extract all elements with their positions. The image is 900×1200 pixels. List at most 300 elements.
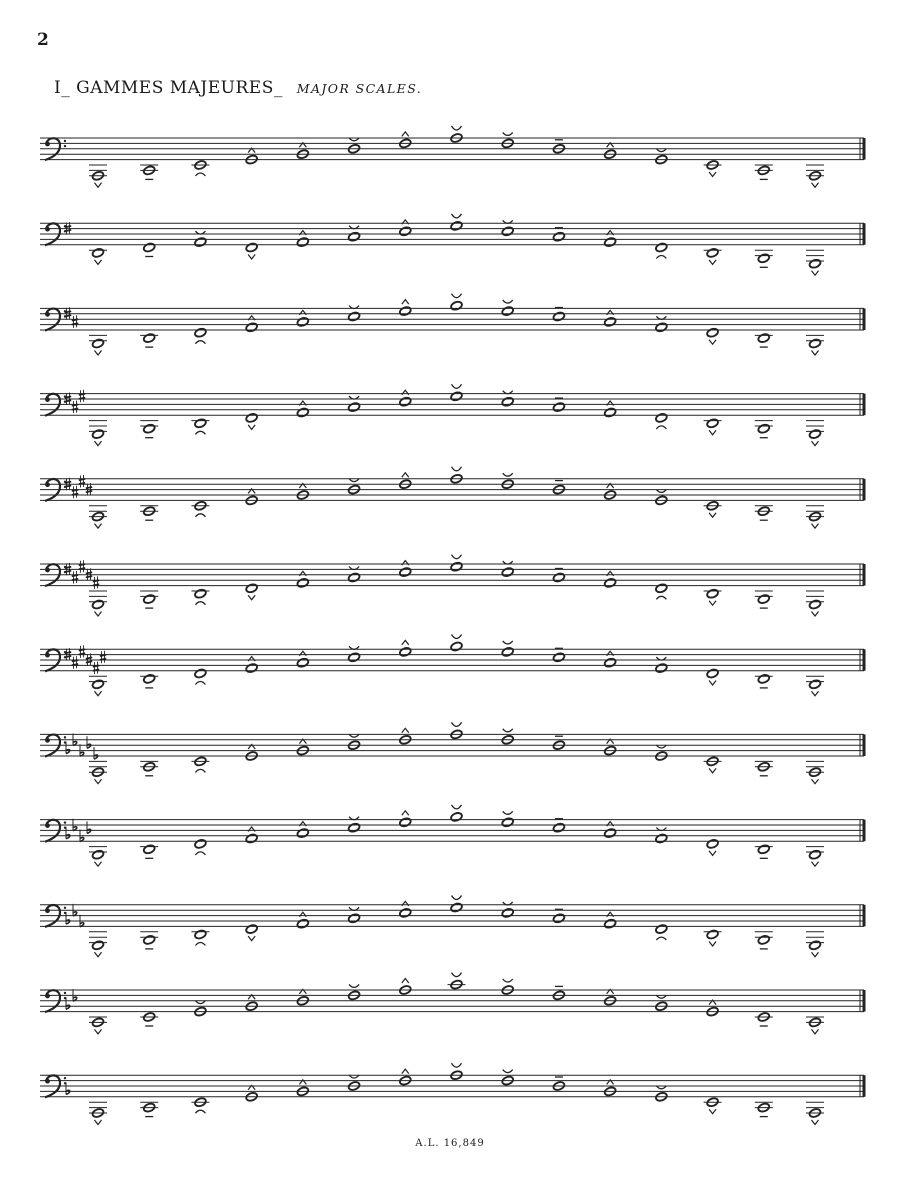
whole-note [399,979,412,996]
staff-system [40,294,864,355]
whole-note [140,761,158,775]
bow-mark [503,132,513,135]
note-head [757,844,770,855]
whole-note [806,1102,824,1124]
accent-mark [95,1029,102,1034]
whole-note [89,932,107,957]
bow-mark [503,473,513,476]
accent-mark [95,441,102,446]
whole-note [296,989,309,1006]
note-head [604,657,617,668]
accent-mark [402,979,409,984]
whole-note [806,676,824,696]
whole-note [755,591,773,608]
plate-number: A.L. 16,849 [415,1138,485,1149]
whole-note [706,1000,719,1017]
whole-note [140,932,158,949]
whole-note [552,986,565,1000]
flat-icon [66,997,70,1009]
note-head [552,402,565,413]
note-head [348,572,361,583]
note-head [194,418,207,429]
whole-note [348,734,361,750]
clef-dot [64,1077,66,1079]
accent-mark [709,430,716,435]
whole-note [89,421,107,446]
bow-mark [195,769,205,772]
note-head [552,231,565,242]
bow-mark [195,173,205,176]
clef-head [45,908,50,913]
bow-mark [195,341,205,344]
note-head [194,839,207,850]
whole-note [806,932,824,957]
whole-note [755,1012,773,1026]
whole-note [755,165,773,179]
note-head [399,396,412,407]
accent-mark [709,768,716,773]
whole-note [140,591,158,608]
sharp-icon [72,656,78,669]
note-head [552,311,565,322]
whole-note [140,506,158,520]
note-head [809,940,822,951]
bow-mark [452,467,462,471]
sharp-icon [79,560,85,573]
note-head [296,828,309,839]
whole-note [655,489,668,505]
accent-mark [95,524,102,529]
bow-mark [452,1063,462,1067]
whole-note [501,729,514,745]
note-head [706,588,719,599]
whole-note [501,132,514,148]
accent-mark [812,691,819,696]
whole-note [604,1080,617,1097]
whole-note [755,932,773,949]
note-head [604,237,617,248]
whole-note [140,1102,158,1116]
note-head [296,317,309,328]
sharp-icon [72,486,78,499]
note-head [245,833,258,844]
sharp-icon [72,401,78,414]
whole-note [806,1017,824,1034]
accent-mark [248,595,255,600]
note-head [194,929,207,940]
whole-note [191,1097,209,1113]
whole-note [140,1012,158,1026]
note-head [245,583,258,594]
whole-note [655,149,668,165]
note-head [399,226,412,237]
note-head [143,674,156,685]
bow-mark [349,984,359,987]
note-head [399,306,412,317]
whole-note [806,421,824,446]
note-head [245,924,258,935]
note-head [450,641,463,652]
note-head [604,578,617,589]
whole-note [89,591,107,616]
whole-note [552,481,565,495]
note-head [450,391,463,402]
whole-note [704,1097,722,1114]
whole-note [704,248,722,265]
note-head [757,423,770,434]
whole-note [191,929,209,945]
note-head [92,679,105,690]
bow-mark [195,943,205,946]
bow-mark [452,294,462,298]
note-head [552,572,565,583]
note-head [450,812,463,823]
accent-mark [812,1029,819,1034]
staff-system [40,973,864,1034]
bow-mark [503,811,513,814]
whole-note [501,979,514,995]
accent-mark [95,779,102,784]
whole-note [296,1080,309,1097]
whole-note [448,973,466,990]
staff-system [40,555,864,616]
note-head [245,322,258,333]
accent-mark [95,1120,102,1125]
title-english: MAJOR SCALES. [296,81,423,96]
note-head [348,913,361,924]
flat-icon [87,736,91,748]
sharp-icon [93,576,99,589]
clef-head [45,312,50,317]
note-head [245,242,258,253]
accent-mark [812,441,819,446]
accent-mark [812,862,819,867]
bow-mark [452,214,462,218]
whole-note [194,1001,207,1017]
accent-mark [402,728,409,733]
whole-note [704,160,722,177]
note-head [655,242,668,253]
note-head [655,833,668,844]
accent-mark [95,351,102,356]
note-head [143,844,156,855]
note-head [757,674,770,685]
whole-note [450,126,463,143]
accent-mark [709,942,716,947]
note-head [143,594,156,605]
note-head [399,647,412,658]
accent-mark [402,132,409,137]
note-head [348,652,361,663]
note-head [194,588,207,599]
whole-note [348,138,361,154]
sharp-icon [72,571,78,584]
note-head [296,918,309,929]
note-head [92,338,105,349]
whole-note [704,929,722,946]
whole-note [806,250,824,275]
whole-note [450,467,463,484]
accent-mark [95,862,102,867]
note-head [706,418,719,429]
note-head [809,258,822,269]
note-head [501,396,514,407]
sharp-icon [79,390,85,403]
note-head [348,822,361,833]
note-head [399,908,412,919]
whole-note [245,745,258,762]
note-head [450,221,463,232]
accent-mark [248,255,255,260]
whole-note [604,484,617,501]
whole-note [704,418,722,435]
bow-mark [452,635,462,639]
staff-system [40,126,864,187]
page-number: 2 [37,30,49,50]
whole-note [140,421,158,438]
bow-mark [452,973,462,977]
staff-system [40,896,864,957]
note-head [296,657,309,668]
clef-head [45,397,50,402]
whole-note [89,676,107,696]
note-head [92,429,105,440]
note-head [348,231,361,242]
whole-note [399,473,412,490]
whole-note [806,165,824,187]
whole-note [89,1017,107,1034]
whole-note [755,761,773,775]
note-head [706,929,719,940]
note-head [706,327,719,338]
accent-mark [402,1069,409,1074]
whole-note [245,489,258,506]
whole-note [245,1085,258,1102]
note-head [143,935,156,946]
flat-icon [87,821,91,833]
whole-note [604,143,617,160]
note-head [194,237,207,248]
sharp-icon [93,662,99,675]
note-head [604,317,617,328]
clef-dot [64,992,66,994]
whole-note [501,473,514,489]
note-head [92,599,105,610]
accent-mark [402,473,409,478]
whole-note [806,591,824,616]
whole-note [245,148,258,165]
whole-note [552,140,565,154]
note-head [809,849,822,860]
sharp-icon [79,475,85,488]
accent-mark [709,513,716,518]
accent-mark [709,340,716,345]
note-head [245,663,258,674]
accent-mark [402,300,409,305]
whole-note [704,588,722,605]
whole-note [450,722,463,739]
note-head [143,333,156,344]
accent-mark [402,640,409,645]
whole-note [348,1075,361,1091]
whole-note [704,501,722,518]
note-head [655,924,668,935]
note-head [809,599,822,610]
flat-icon [66,1082,70,1094]
bow-mark [452,555,462,559]
whole-note [552,736,565,750]
note-head [501,908,514,919]
bow-mark [503,1070,513,1073]
whole-note [399,1069,412,1086]
note-head [655,583,668,594]
note-head [194,327,207,338]
accent-mark [95,260,102,265]
clef-head [45,227,50,232]
bow-mark [452,384,462,388]
accent-mark [95,952,102,957]
whole-note [655,995,668,1011]
whole-note [245,995,258,1012]
note-head [296,578,309,589]
bow-mark [195,431,205,434]
whole-note [399,132,412,149]
clef-dot [64,145,66,147]
clef-head [45,653,50,658]
bow-mark [195,602,205,605]
note-head [757,594,770,605]
accent-mark [812,271,819,276]
note-head [552,913,565,924]
note-head [501,567,514,578]
bow-mark [503,641,513,644]
whole-note [296,143,309,160]
whole-note [296,484,309,501]
whole-note [191,418,209,434]
note-head [501,647,514,658]
note-head [604,828,617,839]
clef-head [45,482,50,487]
accent-mark [812,1120,819,1125]
note-head [706,248,719,259]
whole-note [296,739,309,756]
bow-mark [503,729,513,732]
clef-dot [64,907,66,909]
note-head [757,333,770,344]
accent-mark [812,524,819,529]
whole-note [399,728,412,745]
clef-dot [64,140,66,142]
note-head [809,338,822,349]
bow-mark [503,300,513,303]
flat-icon [66,912,70,924]
accent-mark [402,811,409,816]
accent-mark [709,601,716,606]
whole-note [755,250,773,267]
whole-note [755,1102,773,1116]
staff-system [40,467,864,528]
note-head [450,902,463,913]
note-head [92,849,105,860]
note-head [552,822,565,833]
accent-mark [812,351,819,356]
note-head [604,407,617,418]
note-head [706,668,719,679]
note-head [143,423,156,434]
note-head [92,248,105,259]
whole-note [755,333,773,347]
accent-mark [709,681,716,686]
accent-mark [248,936,255,941]
whole-note [89,165,107,187]
accent-mark [709,260,716,265]
whole-note [604,739,617,756]
note-head [501,306,514,317]
whole-note [191,588,209,604]
note-head [194,668,207,679]
note-head [809,429,822,440]
clef-head [45,994,50,999]
whole-note [348,479,361,495]
whole-note [704,756,722,773]
note-head [501,817,514,828]
accent-mark [95,612,102,617]
whole-note [450,1063,463,1080]
note-head [348,311,361,322]
title-french: I_ GAMMES MAJEURES_ [54,78,283,98]
accent-mark [812,952,819,957]
whole-note [191,160,209,176]
note-head [501,226,514,237]
staff-system [40,384,864,445]
clef-dot [64,736,66,738]
whole-note [89,847,107,867]
whole-note [348,984,361,1000]
whole-note [806,335,824,355]
note-head [809,679,822,690]
clef-head [45,738,50,743]
note-head [450,561,463,572]
whole-note [140,333,158,347]
note-head [245,413,258,424]
sharp-icon [79,645,85,658]
accent-mark [248,425,255,430]
whole-note [501,1070,514,1086]
note-head [399,817,412,828]
whole-note [806,761,824,783]
whole-note [655,1086,668,1102]
bow-mark [452,722,462,726]
note-head [655,413,668,424]
clef-dot [64,821,66,823]
bow-mark [452,896,462,900]
note-head [348,402,361,413]
bow-mark [656,596,666,599]
accent-mark [95,183,102,188]
flat-icon [66,742,70,754]
bow-mark [452,805,462,809]
accent-mark [95,691,102,696]
note-head [399,567,412,578]
note-head [706,839,719,850]
bow-mark [195,514,205,517]
bow-mark [195,1110,205,1113]
note-head [143,242,156,253]
note-head [757,935,770,946]
accent-mark [812,612,819,617]
staff-system [40,722,864,783]
clef-head [45,1079,50,1084]
